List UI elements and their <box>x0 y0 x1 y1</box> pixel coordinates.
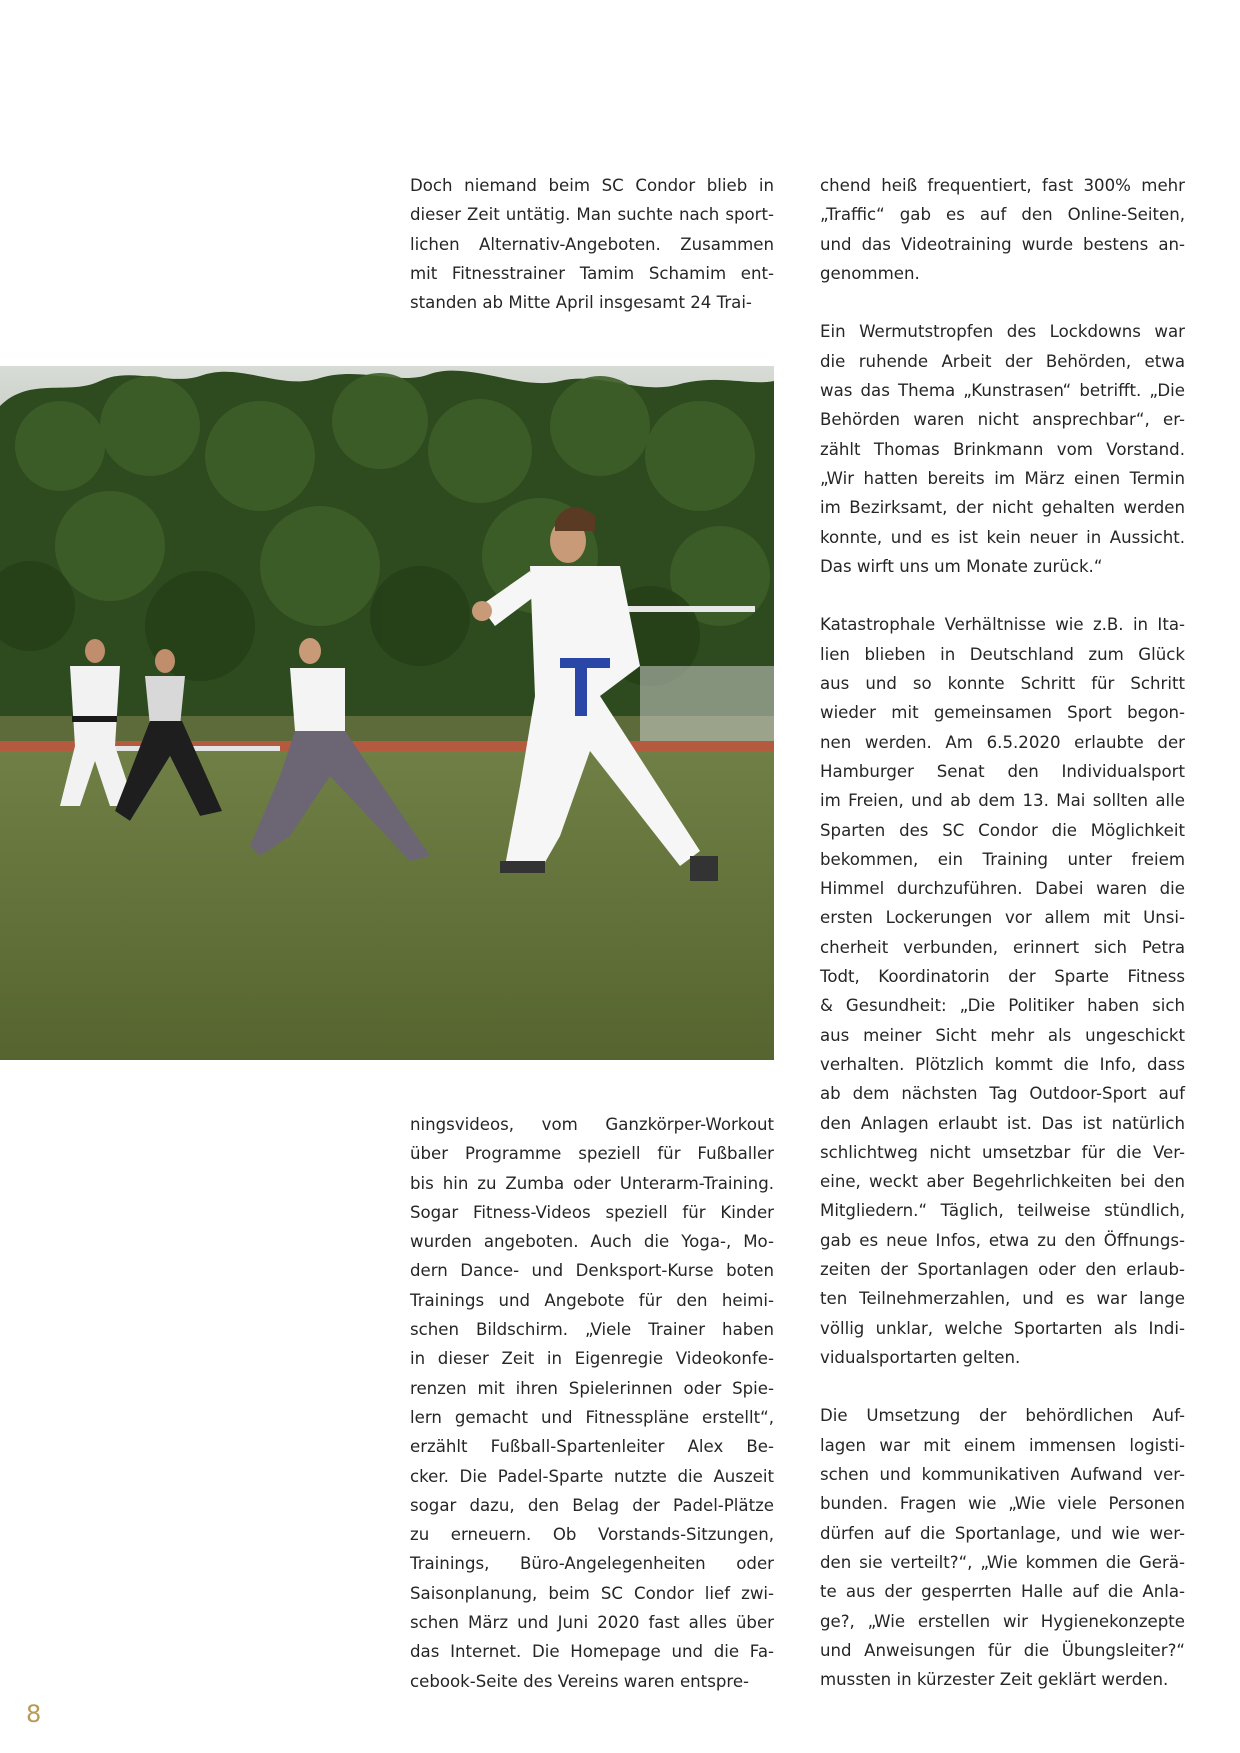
text-line: das Internet. Die Homepage und die Fa- <box>410 1642 774 1662</box>
text-line: dern Dance- und Denksport-Kurse boten <box>410 1261 774 1281</box>
text-line: lien blieben in Deutschland zum Glück <box>820 644 1185 664</box>
text-line: & Gesundheit: „Die Politiker haben sich <box>820 996 1185 1016</box>
text-line: ten Teilnehmerzahlen, und es war lange <box>820 1289 1185 1309</box>
text-line: völlig unklar, welche Sportarten als Indi- <box>820 1318 1185 1338</box>
text-line: in dieser Zeit in Eigenregie Videokonfe- <box>410 1349 774 1369</box>
text-line: ge?, „Wie erstellen wir Hygienekonzepte <box>820 1611 1185 1631</box>
text-line: schlichtweg nicht umsetzbar für die Ver- <box>820 1142 1185 1162</box>
text-line: bekommen, ein Training unter freiem <box>820 849 1185 869</box>
text-line: im Bezirksamt, der nicht gehalten werden <box>820 498 1185 518</box>
text-line: chend heiß frequentiert, fast 300% mehr <box>820 176 1185 195</box>
article-column-left-top <box>410 171 774 317</box>
text-line: lern gemacht und Fitnesspläne erstellt“, <box>410 1407 774 1427</box>
paragraph-1 <box>820 171 1185 288</box>
text-line: Behörden waren nicht ansprechbar“, er- <box>820 410 1185 430</box>
text-line: zählt Thomas Brinkmann vom Vorstand. <box>820 439 1185 459</box>
text-line: dieser Zeit untätig. Man suchte nach sport- <box>410 205 774 225</box>
text-line: schen und kommunikativen Aufwand ver- <box>820 1465 1185 1485</box>
text-line: Hamburger Senat den Individualsport <box>820 761 1185 781</box>
text-line: wurden angeboten. Auch die Yoga-, Mo- <box>410 1232 774 1252</box>
karate-training-photo <box>0 366 774 1060</box>
text-line: erzählt Fußball-Spartenleiter Alex Be- <box>410 1437 774 1457</box>
text-line: aus meiner Sicht mehr als ungeschickt <box>820 1025 1185 1045</box>
text-line: ab dem nächsten Tag Outdoor-Sport auf <box>820 1084 1185 1104</box>
paragraph-3 <box>820 610 1185 1372</box>
text-line: nen werden. Am 6.5.2020 erlaubte der <box>820 732 1185 752</box>
text-line: lagen war mit einem immensen logisti- <box>820 1435 1185 1455</box>
text-line: zu erneuern. Ob Vorstands-Sitzungen, <box>410 1525 774 1545</box>
text-line: Doch niemand beim SC Condor blieb in <box>410 176 774 195</box>
article-column-right <box>820 171 1185 1694</box>
text-line: ersten Lockerungen vor allem mit Unsi- <box>820 908 1185 928</box>
text-line: und Anweisungen für die Übungsleiter?“ <box>820 1640 1185 1660</box>
text-line: renzen mit ihren Spielerinnen oder Spie- <box>410 1378 774 1398</box>
text-line: eine, weckt aber Begehrlichkeiten bei den <box>820 1172 1185 1192</box>
text-line: Trainings und Angebote für den heimi- <box>410 1290 774 1310</box>
text-line: gab es neue Infos, etwa zu den Öffnungs- <box>820 1230 1185 1250</box>
text-line: cherheit verbunden, erinnert sich Petra <box>820 937 1185 957</box>
text-line: aus und so konnte Schritt für Schritt <box>820 674 1185 694</box>
text-line: wieder mit gemeinsamen Sport begon- <box>820 703 1185 723</box>
text-line: Sparten des SC Condor die Möglichkeit <box>820 820 1185 840</box>
text-line: im Freien, und ab dem 13. Mai sollten alle <box>820 791 1185 811</box>
text-line: „Wir hatten bereits im März einen Termin <box>820 468 1185 488</box>
text-line: standen ab Mitte April insgesamt 24 Trai- <box>410 293 752 313</box>
text-line: den sie verteilt?“, „Wie kommen die Gerä- <box>820 1552 1185 1572</box>
text-line: Mitgliedern.“ Täglich, teilweise stündlich, <box>820 1201 1185 1221</box>
text-line: bis hin zu Zumba oder Unterarm-Training. <box>410 1173 774 1193</box>
karate-training-photo-icon <box>0 366 774 1060</box>
text-line: ningsvideos, vom Ganzkörper-Workout <box>410 1115 774 1134</box>
text-line: mussten in kürzester Zeit geklärt werden. <box>820 1670 1169 1690</box>
text-line: sogar dazu, den Belag der Padel-Plätze <box>410 1495 774 1515</box>
text-line: Katastrophale Verhältnisse wie z.B. in Ita- <box>820 615 1185 635</box>
paragraph-2 <box>820 317 1185 581</box>
text-line: konnte, und es ist kein neuer in Aussicht. <box>820 527 1185 547</box>
paragraph-4 <box>820 1401 1185 1694</box>
text-line: den Anlagen erlaubt ist. Das ist natürlich <box>820 1113 1185 1133</box>
text-line: verhalten. Plötzlich kommt die Info, dass <box>820 1054 1185 1074</box>
text-line: cebook-Seite des Vereins waren entspre- <box>410 1671 750 1691</box>
text-line: cker. Die Padel-Sparte nutzte die Auszeit <box>410 1466 774 1486</box>
text-line: Trainings, Büro-Angelegenheiten oder <box>410 1554 774 1574</box>
text-line: Himmel durchzuführen. Dabei waren die <box>820 879 1185 899</box>
page-number: 8 <box>26 1700 42 1728</box>
text-line: schen März und Juni 2020 fast alles über <box>410 1613 774 1633</box>
text-line: über Programme speziell für Fußballer <box>410 1144 774 1164</box>
text-line: lichen Alternativ-Angeboten. Zusammen <box>410 234 774 254</box>
text-line: dürfen auf die Sportanlage, und wie wer- <box>820 1523 1185 1543</box>
text-line: bunden. Fragen wie „Wie viele Personen <box>820 1494 1185 1514</box>
text-line: was das Thema „Kunstrasen“ betrifft. „Die <box>820 381 1185 401</box>
text-line: Das wirft uns um Monate zurück.“ <box>820 556 1103 576</box>
text-line: Saisonplanung, beim SC Condor lief zwi- <box>410 1583 774 1603</box>
text-line: vidualsportarten gelten. <box>820 1347 1021 1367</box>
text-line: Sogar Fitness-Videos speziell für Kinder <box>410 1202 774 1222</box>
text-line: mit Fitnesstrainer Tamim Schamim ent- <box>410 263 774 283</box>
text-line: zeiten der Sportanlagen oder den erlaub- <box>820 1259 1185 1279</box>
text-line: Todt, Koordinatorin der Sparte Fitness <box>820 967 1185 987</box>
text-line: die ruhende Arbeit der Behörden, etwa <box>820 351 1185 371</box>
text-line: te aus der gesperrten Halle auf die Anla- <box>820 1582 1185 1602</box>
article-column-left-bottom <box>410 1110 774 1696</box>
text-line: Die Umsetzung der behördlichen Auf- <box>820 1406 1185 1426</box>
text-line: und das Videotraining wurde bestens an- <box>820 234 1185 254</box>
text-line: „Traffic“ gab es auf den Online-Seiten, <box>820 205 1185 225</box>
text-line: Ein Wermutstropfen des Lockdowns war <box>820 322 1185 342</box>
text-line: schen Bildschirm. „Viele Trainer haben <box>410 1320 774 1340</box>
text-line: genommen. <box>820 263 920 283</box>
